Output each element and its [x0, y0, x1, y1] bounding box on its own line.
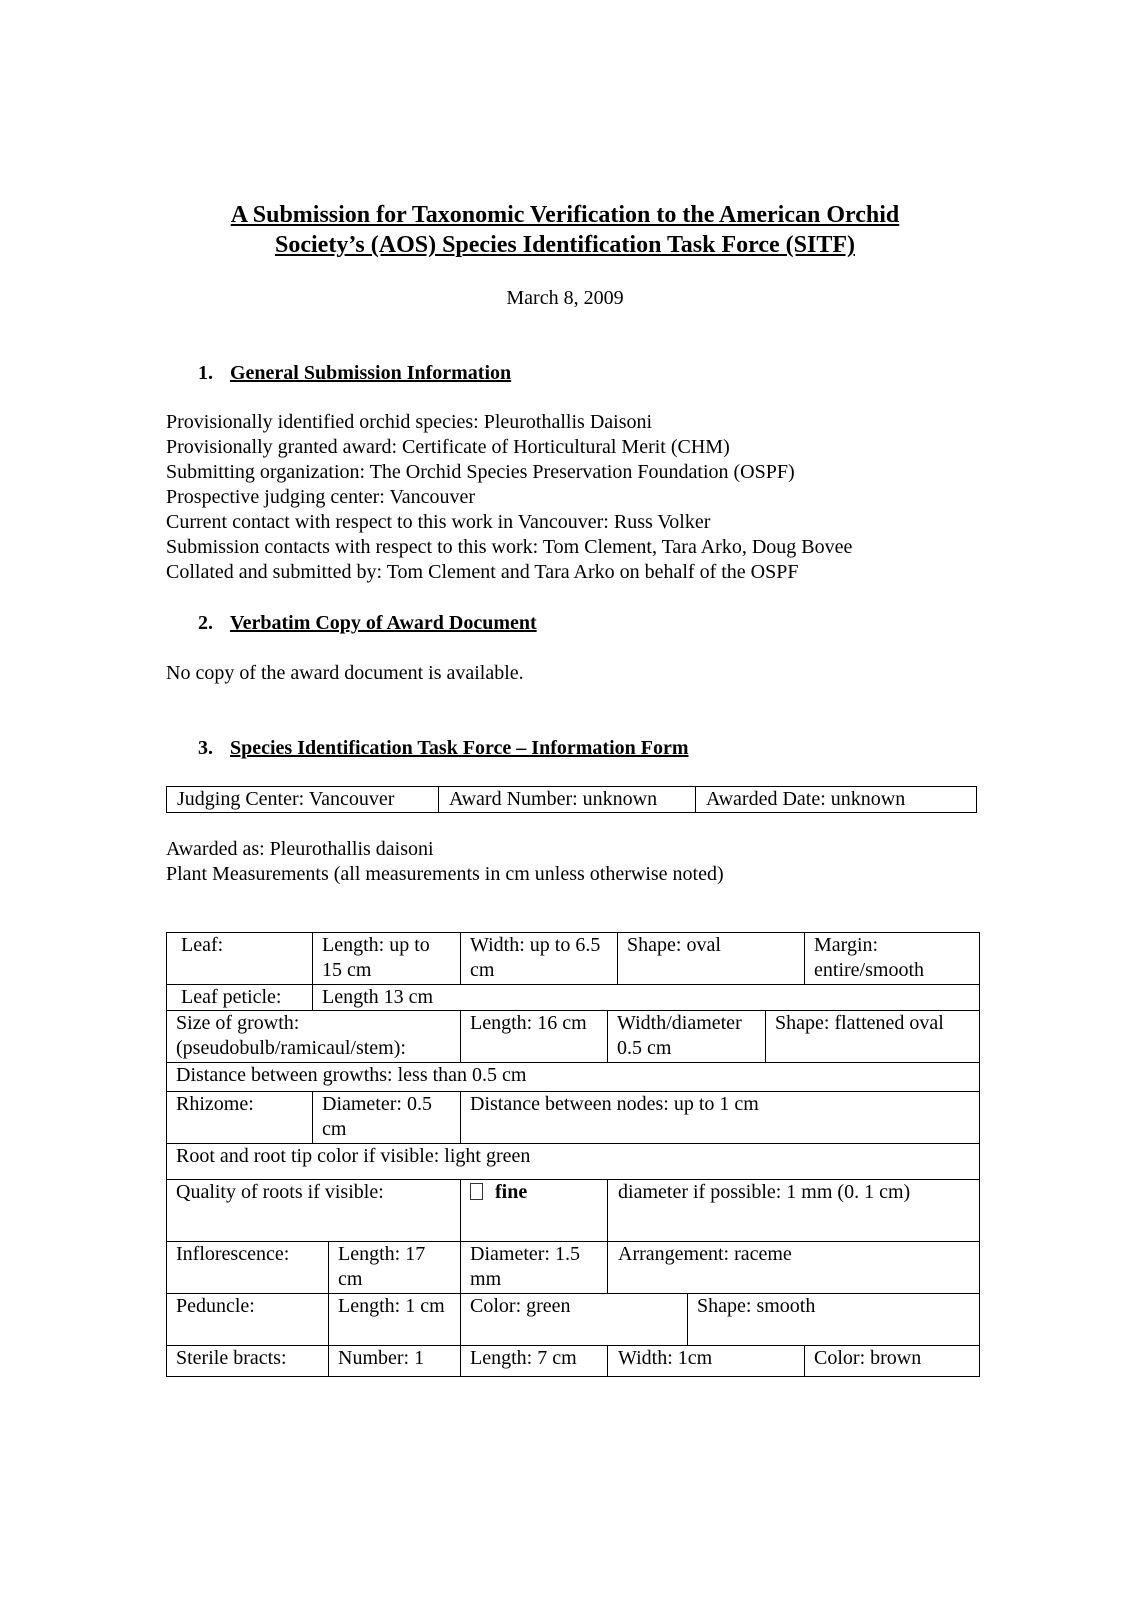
- growth-label: Size of growth: (pseudobulb/ramicaul/stem):: [167, 1011, 461, 1063]
- sterile-bracts-length: Length: 7 cm: [461, 1346, 608, 1377]
- leaf-length: Length: up to 15 cm: [313, 933, 461, 985]
- plant-measurements-table: [166, 932, 980, 1377]
- growth-row: [167, 1011, 980, 1063]
- award-document-text: No copy of the award document is available.: [166, 662, 524, 684]
- rhizome-row: [167, 1092, 980, 1144]
- peduncle-row: [167, 1294, 980, 1346]
- roots-diameter: diameter if possible: 1 mm (0. 1 cm): [608, 1180, 980, 1242]
- peduncle-color: Color: green: [461, 1294, 688, 1346]
- info-line: Prospective judging center: Vancouver: [166, 486, 475, 508]
- general-info-list: [166, 410, 852, 585]
- sterile-bracts-color: Color: brown: [805, 1346, 980, 1377]
- leaf-margin: Margin: entire/smooth: [805, 933, 980, 985]
- inflorescence-diameter: Diameter: 1.5 mm: [461, 1242, 608, 1294]
- peduncle-length: Length: 1 cm: [329, 1294, 461, 1346]
- roots-quality-row: [167, 1180, 980, 1242]
- peduncle-label: Peduncle:: [167, 1294, 329, 1346]
- info-line: Current contact with respect to this work in Vancouver: Russ Volker: [166, 511, 711, 533]
- leaf-peticle-label: Leaf peticle:: [167, 985, 313, 1011]
- document-title: [160, 200, 970, 260]
- root-color: Root and root tip color if visible: light green: [167, 1144, 980, 1180]
- inflorescence-length: Length: 17 cm: [329, 1242, 461, 1294]
- leaf-peticle-length: Length 13 cm: [313, 985, 980, 1011]
- roots-quality-fine: fine: [495, 1181, 528, 1203]
- root-color-row: [167, 1144, 980, 1180]
- info-line: Provisionally granted award: Certificate of Horticultural Merit (CHM): [166, 436, 730, 458]
- section-heading-2: 2. Verbatim Copy of Award Document: [198, 612, 537, 634]
- sterile-bracts-label: Sterile bracts:: [167, 1346, 329, 1377]
- distance-growths-row: [167, 1063, 980, 1092]
- growth-width: Width/diameter 0.5 cm: [608, 1011, 766, 1063]
- leaf-peticle-row: [167, 985, 980, 1011]
- info-line: Collated and submitted by: Tom Clement and Tara Arko on behalf of the OSPF: [166, 561, 799, 583]
- sterile-bracts-width: Width: 1cm: [608, 1346, 805, 1377]
- section-heading-1: 1. General Submission Information: [198, 362, 512, 384]
- section-heading-3: 3. Species Identification Task Force – Information Form: [198, 737, 689, 759]
- document-date: March 8, 2009: [506, 287, 624, 309]
- leaf-label: Leaf:: [167, 933, 313, 985]
- sterile-bracts-row: [167, 1346, 980, 1377]
- info-line: Provisionally identified orchid species: Pleurothallis Daisoni: [166, 411, 653, 433]
- inflorescence-row: [167, 1242, 980, 1294]
- rhizome-nodes: Distance between nodes: up to 1 cm: [461, 1092, 980, 1144]
- leaf-width: Width: up to 6.5 cm: [461, 933, 618, 985]
- leaf-shape: Shape: oval: [618, 933, 805, 985]
- info-line: Submitting organization: The Orchid Species Preservation Foundation (OSPF): [166, 461, 795, 483]
- inflorescence-label: Inflorescence:: [167, 1242, 329, 1294]
- rhizome-diameter: Diameter: 0.5 cm: [313, 1092, 461, 1144]
- awarded-date-cell: Awarded Date: unknown: [696, 787, 977, 813]
- judging-center-cell: Judging Center: Vancouver: [167, 787, 439, 813]
- roots-quality-label: Quality of roots if visible:: [167, 1180, 461, 1242]
- growth-shape: Shape: flattened oval: [766, 1011, 980, 1063]
- plant-measurements-note: Plant Measurements (all measurements in cm unless otherwise noted): [166, 863, 724, 885]
- info-line: Submission contacts with respect to this work: Tom Clement, Tara Arko, Doug Bovee: [166, 536, 853, 558]
- inflorescence-arrangement: Arrangement: raceme: [608, 1242, 980, 1294]
- judging-center-table: [166, 786, 977, 813]
- peduncle-shape: Shape: smooth: [688, 1294, 980, 1346]
- roots-quality-value: [461, 1180, 608, 1242]
- growth-length: Length: 16 cm: [461, 1011, 608, 1063]
- awarded-as: Awarded as: Pleurothallis daisoni: [166, 838, 434, 860]
- leaf-row: [167, 933, 980, 985]
- award-number-cell: Award Number: unknown: [439, 787, 696, 813]
- checkbox-icon: [470, 1183, 483, 1200]
- sterile-bracts-number: Number: 1: [329, 1346, 461, 1377]
- distance-growths: Distance between growths: less than 0.5 cm: [167, 1063, 980, 1092]
- title-line-1: A Submission for Taxonomic Verification to the American Orchid: [230, 202, 900, 228]
- rhizome-label: Rhizome:: [167, 1092, 313, 1144]
- title-line-2: Society’s (AOS) Species Identification Task Force (SITF): [275, 232, 855, 258]
